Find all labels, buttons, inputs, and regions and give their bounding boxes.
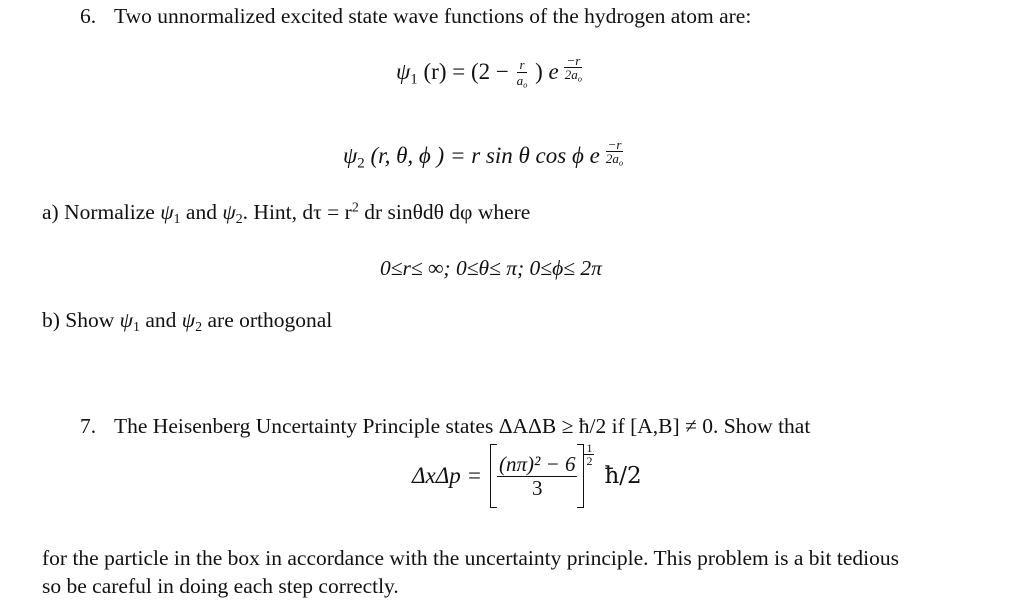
psi2-exp-den-sub: o [618,157,624,168]
psi1-argument: (r) = [423,59,466,84]
question-7-header [80,414,810,439]
psi1-exponent [564,54,582,83]
part-b-psi2-sub: 2 [195,320,203,336]
psi1-close-paren: ) [535,59,543,84]
part-a-hint-rest: dr sinθdθ dφ where [364,200,531,224]
uncertainty-fraction-numerator: (nπ)² − 6 [498,451,576,476]
part-b-and: and [145,308,177,332]
psi1-e: e [548,59,559,84]
psi1-exp-num: r [575,53,581,68]
part-a-hint-sup: 2 [351,200,359,216]
part-a-psi1-sub: 1 [173,212,181,228]
uncertainty-rhs: ħ/2 [604,463,642,489]
question-7-intro: The Heisenberg Uncertainty Principle states ΔAΔB ≥ ħ/2 if [A,B] ≠ 0. Show that [114,414,811,438]
psi1-fraction-denominator [515,73,530,89]
psi1-exp-den-sub: o [577,73,582,84]
psi1-den-sub: o [523,79,528,90]
part-a-psi2-sub: 2 [235,212,243,228]
uncertainty-power-den: 2 [586,454,593,468]
psi2-subscript: 2 [357,155,365,172]
integration-limits: 0≤r≤ ∞; 0≤θ≤ π; 0≤ϕ≤ 2π [380,256,602,280]
question-6-header [80,4,751,29]
right-bracket [577,444,584,508]
part-b-psi1: ψ [119,308,134,332]
question-7-conclusion-line-1: for the particle in the box in accordance with the uncertainty principle. This problem is a bit tedious [42,546,899,570]
psi2-exp-num: r [616,137,622,152]
part-a-label: a) Normalize [42,200,155,224]
psi1-symbol: ψ [396,59,411,84]
part-b-psi1-sub: 1 [133,320,140,336]
psi1-fraction-numerator: r [519,57,525,73]
part-a-hint: . Hint, dτ = r [242,200,352,224]
question-6-number: 6. [80,4,97,28]
psi1-fraction [515,58,530,89]
part-a-psi2: ψ [222,200,236,224]
uncertainty-lhs: ΔxΔp = [412,463,482,488]
psi2-expression: (r, θ, ϕ ) = r sin θ cos ϕ e [370,143,600,168]
question-6-part-a [42,200,530,228]
uncertainty-fraction [497,451,577,500]
uncertainty-equation [412,441,642,508]
psi2-exp-denominator [606,152,623,167]
part-a-and: and [185,200,217,224]
psi1-equation [396,54,582,89]
psi1-exp-sign: − [566,53,576,68]
psi1-exp-denominator [565,68,582,83]
question-6-intro: Two unnormalized excited state wave functions of the hydrogen atom are: [114,4,752,28]
uncertainty-power [584,442,594,467]
psi1-den-a: a [516,73,524,89]
psi2-exponent [606,138,624,167]
part-b-label: b) Show [42,308,115,332]
question-7-conclusion-line-2: so be careful in doing each step correctly. [42,574,399,598]
question-6-part-b [42,308,332,336]
uncertainty-fraction-denominator: 3 [531,475,543,500]
part-b-psi2: ψ [181,308,196,332]
psi2-equation [343,138,623,172]
question-7-number: 7. [80,414,97,438]
psi2-exp-sign: − [607,137,617,152]
uncertainty-power-num: 1 [586,441,593,455]
psi1-open-paren: (2 − [470,59,509,84]
psi1-exp-numerator [564,54,582,68]
psi2-exp-den: 2a [605,151,619,166]
psi1-subscript: 1 [410,71,418,88]
psi2-symbol: ψ [343,143,358,168]
left-bracket [490,444,497,508]
part-a-psi1: ψ [160,200,174,224]
psi1-exp-den: 2a [564,67,578,82]
part-b-text: are orthogonal [207,308,333,332]
psi2-exp-numerator [606,138,624,152]
